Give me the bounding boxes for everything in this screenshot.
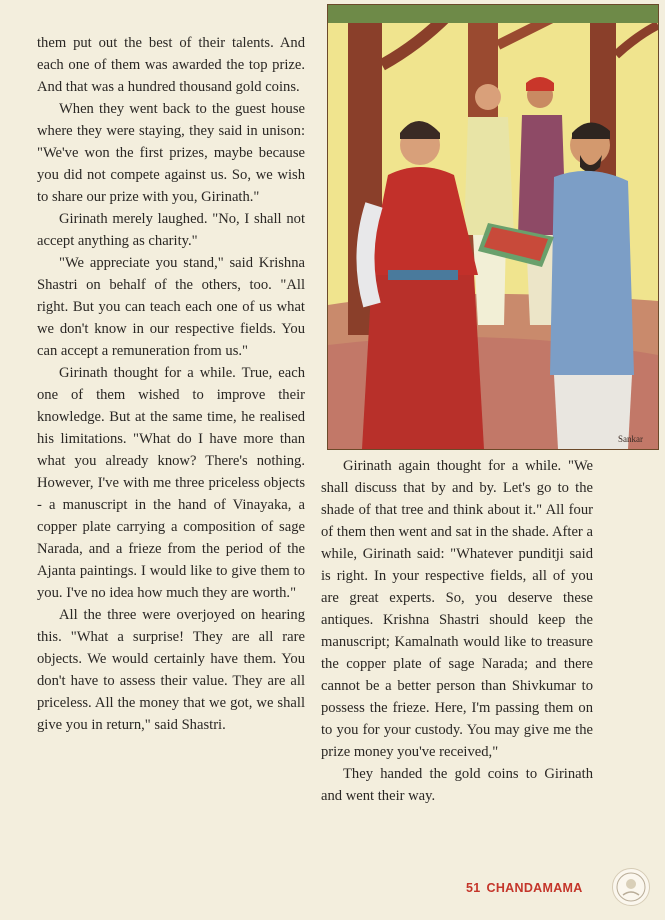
magazine-name: CHANDAMAMA [486,881,583,895]
story-column-left [37,32,305,736]
paragraph: All the three were overjoyed on hearing this. "What a surprise! They are all rare objects. We would certainly have them. You don't have to assess their value. They are all priceless. All the money that we got, we shall give you in return," said Shastri. [37,607,305,733]
page-footer [466,881,583,895]
paragraph: "We appreciate you stand," said Krishna Shastri on behalf of the others, too. "All right. But you can teach each one of us what we don't know in our respective fields. You can accept a remuneration from us." [37,255,305,359]
paragraph: Girinath again thought for a while. "We shall discuss that by and by. Let's go to the shade of that tree and think about it." All four of them then went and sat in the shade. After a while, Girinath said: "Whatever punditji said is right. In your respective fields, all of you are great experts. So, you deserve these antiques. Krishna Shastri should keep the manuscript; Kamalnath would like to treasure the copper plate of sage Narada; and there cannot be a better person than Shivkumar to possess the frieze. Here, I'm passing them on to you for your custody. You may give me the prize money you've received," [321,458,593,760]
story-illustration [327,4,659,450]
paragraph: them put out the best of their talents. And each one of them was awarded the top prize. And that was a hundred thousand gold coins. [37,35,305,95]
artist-signature: Sankar [618,434,643,444]
paragraph: Girinath thought for a while. True, each one of them wished to improve their knowledge. But at the same time, he realised his limitations. "What do I have more than what you already know? There's nothing. However, I've with me three priceless objects - a manuscript in the hand of Vinayaka, a copper plate carrying a composition of sage Narada, and a frieze from the period of the Ajanta paintings. I would like to give them to you. I've no idea how much they are worth." [37,365,305,601]
page-number: 51 [466,881,481,895]
paragraph: They handed the gold coins to Girinath and went their way. [321,766,593,804]
story-column-right [321,455,593,807]
paragraph: Girinath merely laughed. "No, I shall not accept anything as charity." [37,211,305,249]
paragraph: When they went back to the guest house where they were staying, they said in unison: "We've won the first prizes, maybe because you did not compete against us. So, we wish to share our prize with you, Girinath." [37,101,305,205]
corner-stamp-icon [612,868,650,906]
